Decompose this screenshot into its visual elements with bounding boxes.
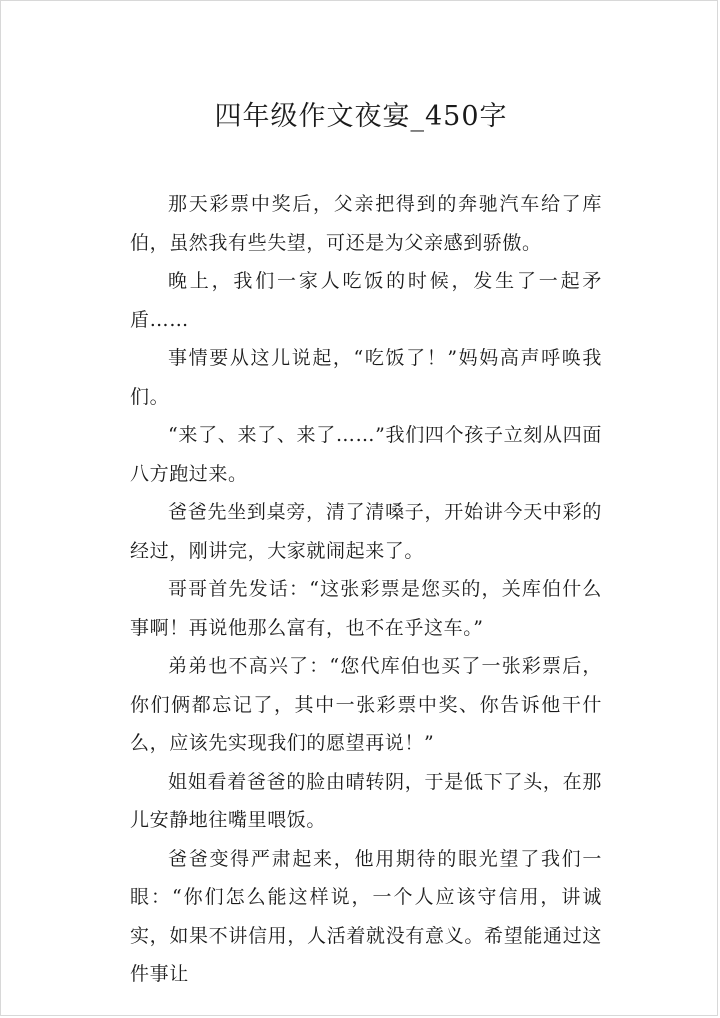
paragraph: 姐姐看着爸爸的脸由晴转阴，于是低下了头，在那儿安静地往嘴里喂饭。: [130, 770, 602, 831]
paragraph: 晚上，我们一家人吃饭的时候，发生了一起矛盾……: [130, 270, 602, 331]
paragraph: 弟弟也不高兴了：“您代库伯也买了一张彩票后，你们俩都忘记了，其中一张彩票中奖、你告诉他干什么，应该先实现我们的愿望再说！”: [130, 655, 602, 754]
document-title: 四年级作文夜宴_450字: [214, 101, 508, 132]
paragraph: 哥哥首先发话：“这张彩票是您买的，关库伯什么事啊！再说他那么富有，也不在乎这车。”: [130, 578, 602, 639]
paragraph: 事情要从这儿说起，“吃饭了！”妈妈高声呼唤我们。: [130, 347, 602, 408]
document-body: [130, 185, 602, 994]
paragraph: “来了、来了、来了……”我们四个孩子立刻从四面八方跑过来。: [130, 424, 602, 485]
paragraph: 那天彩票中奖后，父亲把得到的奔驰汽车给了库伯，虽然我有些失望，可还是为父亲感到骄傲。: [130, 193, 602, 254]
paragraph: 爸爸先坐到桌旁，清了清嗓子，开始讲今天中彩的经过，刚讲完，大家就闹起来了。: [130, 501, 602, 562]
paragraph: 爸爸变得严肃起来，他用期待的眼光望了我们一眼：“你们怎么能这样说，一个人应该守信用，讲诚实，如果不讲信用，人活着就没有意义。希望能通过这件事让: [130, 847, 602, 985]
